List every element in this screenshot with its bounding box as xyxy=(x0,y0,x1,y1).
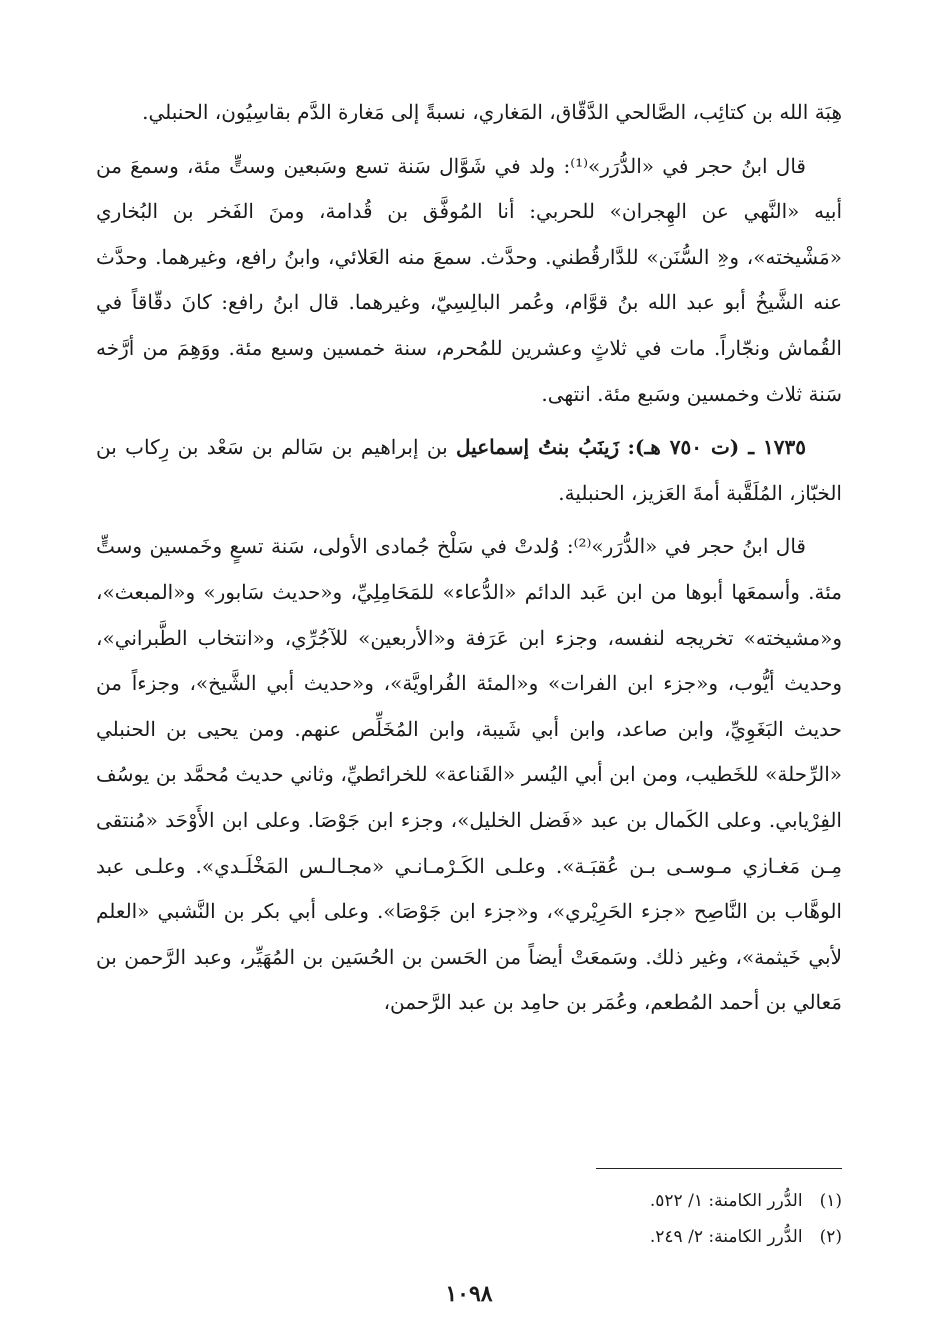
footnote-number: (١) xyxy=(819,1191,842,1211)
paragraph-gap xyxy=(96,516,842,524)
entry-name: زَينَبُ بنتُ إسماعيل xyxy=(456,435,620,460)
footnote-1 xyxy=(96,1183,842,1219)
entry-lineage: بن إبراهيم بن سَالم بن سَعْد بن رِكاب بن الخبّاز، المُلَقَّبة أمةَ العَزيز، الحنبلية. xyxy=(96,435,842,505)
footnotes xyxy=(96,1183,842,1255)
footnote-2 xyxy=(96,1219,842,1255)
main-text xyxy=(96,90,842,1026)
entry-number: ١٧٣٥ ـ (ت ٧٥٠ هـ): xyxy=(627,435,807,460)
paragraph-ibn-hajar-quote-1: قال ابنُ حجر في «الدُّرَر»⁽¹⁾: ولد في شَوَّال سَنة تسع وسَبعين وستٍّ مئة، وسمعَ من أبيه «النَّهي عن الهِجران» للحربي: أنا المُوفَّق بن قُدامة، ومنَ الفَخر بن البُخاري «مَشْيخته»، و«ِ السُّنَن» للدَّارقُطني. وحدَّث. سمعَ منه العَلائي، وابنُ رافع، وغيرهما. وحدَّث عنه الشَّيخُ أبو عبد الله بنُ قوَّام، وعُمر البالِسِيّ، وغيرهما. قال ابنُ رافع: كانَ دقّاقاً في القُماش ونجّاراً. مات في ثلاثٍ وعشرين للمُحرم، سنة خمسين وسبع مئة. ووَهِمَ من أرَّخه سَنة ثلاث وخمسين وسَبع مئة. انتهى. xyxy=(96,153,842,406)
footnote-number: (٢) xyxy=(819,1227,842,1247)
footnote-text: الدُّرر الكامنة: ١/ ٥٢٢. xyxy=(649,1191,803,1211)
biography-entry-1735 xyxy=(96,425,842,516)
paragraph-ibn-hajar-quote-2: قال ابنُ حجر في «الدُّرَر»⁽²⁾: وُلدتْ في سَلْخ جُمادى الأولى، سَنة تسعٍ وخَمسين وستٍّ مئة. وأسمعَها أبوها من ابن عَبد الدائم «الدُّعاء» للمَحَامِلِيِّ، و«حديث سَابور» و«المبعث»، و«مشيخته» تخريجه لنفسه، وجزء ابن عَرَفة و«الأربعين» للآجُرِّي، و«انتخاب الطَّبراني»، وحديث أيُّوب، و«جزء ابن الفرات» و«المئة الفُراويَّة»، و«حديث أبي الشَّيخ»، وجزءاً من حديث البَغَوِيِّ، وابن صاعد، وابن أبي شَيبة، وابن المُخَلِّص عنهم. ومن يحيى بن الحنبلي «الرِّحلة» للخَطيب، ومن ابن أبي اليُسر «القَناعة» للخرائطيِّ، وثاني حديث مُحمَّد بن يوسُف الفِرْيابي. وعلى الكَمال بن عبد «فَضل الخليل»، وجزء ابن جَوْصَا. وعلى ابن الأَوْحَد «مُنتقى مِـن مَغـازي مـوسـى بـن عُقبَـة». وعلـى الكَـرْمـانـي «مجـالـس المَخْلَـدي». وعلـى عبد الوهَّاب بن النَّاصِح «جزء الحَرِيْري»، و«جزء ابن جَوْصَا». وعلى أبي بكر بن النَّشبي «العلم لأبي خَيثمة»، وغير ذلك. وسَمعَتْ أيضاً من الحَسن بن الحُسَين بن المُهَيِّر، وعبد الرَّحمن بن مَعالي بن أحمد المُطعم، وعُمَر بن حامِد بن عبد الرَّحمن، xyxy=(96,534,842,1015)
page-number: ١٠٩٨ xyxy=(445,1281,493,1307)
paragraph-continuation: هِبَة الله بن كتائِب، الصَّالحي الدَّقّاق، المَغاري، نسبةً إلى مَغارة الدَّم بقاسِيُون، الحنبلي. xyxy=(142,100,842,124)
paragraph-gap xyxy=(96,136,842,144)
paragraph-gap xyxy=(96,417,842,425)
footnote-text: الدُّرر الكامنة: ٢/ ٢٤٩. xyxy=(649,1227,803,1247)
footnote-separator xyxy=(596,1168,842,1169)
